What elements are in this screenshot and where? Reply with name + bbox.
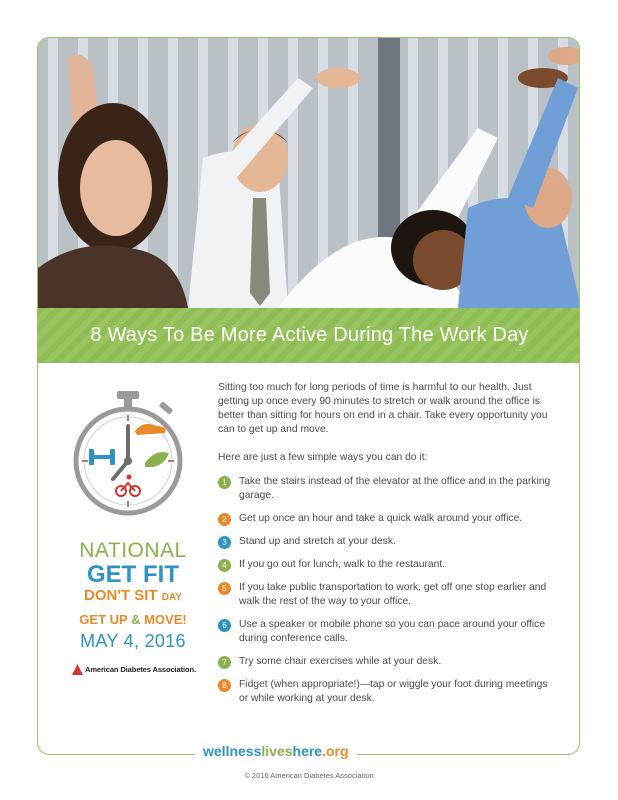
- tip-text: Try some chair exercises while at your desk.: [239, 656, 442, 667]
- site-part-org: .org: [322, 743, 349, 759]
- logo-national: NATIONAL: [79, 539, 187, 562]
- site-part-wellness: wellness: [203, 743, 262, 759]
- tip-number: 1: [218, 476, 231, 489]
- tip-item: [218, 655, 558, 669]
- tip-text: If you go out for lunch, walk to the restaurant.: [239, 559, 446, 570]
- tip-item: [218, 475, 558, 503]
- content: [218, 381, 558, 715]
- logo-move-text: MOVE!: [144, 612, 187, 627]
- tip-text: Get up once an hour and take a quick walk around your office.: [239, 513, 523, 524]
- tip-item: [218, 535, 558, 549]
- tip-item: [218, 678, 558, 706]
- tip-number: 6: [218, 619, 231, 632]
- logo-get-up-text: GET UP: [79, 612, 128, 627]
- tip-number: 3: [218, 536, 231, 549]
- logo-dont-sit: [68, 587, 198, 607]
- tip-text: Use a speaker or mobile phone so you can pace around your office during conference calls.: [239, 619, 546, 644]
- tip-number: 8: [218, 679, 231, 692]
- tip-number: 4: [218, 559, 231, 572]
- ada-triangle-icon: [72, 664, 83, 675]
- event-date: MAY 4, 2016: [80, 631, 186, 651]
- tip-text: Stand up and stretch at your desk.: [239, 536, 396, 547]
- copyright: © 2016 American Diabetes Association: [244, 771, 374, 780]
- site-part-here: here: [292, 743, 323, 759]
- tips-list: [218, 475, 558, 706]
- site-part-lives: lives: [261, 743, 293, 759]
- tip-text: If you take public transportation to work, get off one stop earlier and walk the rest of the way to your office.: [239, 582, 547, 607]
- logo-ampersand: &: [131, 612, 141, 627]
- tip-item: [218, 512, 558, 526]
- website-link[interactable]: [195, 743, 357, 759]
- tip-number: 7: [218, 656, 231, 669]
- tip-item: [218, 558, 558, 572]
- lead-sentence: Here are just a few simple ways you can do it:: [218, 452, 428, 463]
- office-stretch-photo: [38, 38, 580, 308]
- ada-name: American Diabetes Association.: [85, 665, 196, 674]
- logo-day-text: DAY: [161, 592, 182, 603]
- tip-text: Fidget (when appropriate!)—tap or wiggle your foot during meetings or while working at your desk.: [239, 679, 548, 704]
- ada-logo: [72, 664, 198, 675]
- tip-item: [218, 618, 558, 646]
- page-title: 8 Ways To Be More Active During The Work Day: [90, 324, 529, 346]
- logo-get-fit: GET FIT: [87, 561, 179, 588]
- hero-photo: [38, 38, 580, 308]
- logo-dont-sit-text: DON'T SIT: [84, 587, 158, 604]
- logo-get-up-move: [68, 612, 198, 627]
- title-banner: [38, 308, 580, 363]
- event-logo: [68, 391, 198, 675]
- intro-paragraph: Sitting too much for long periods of time is harmful to our health. Just getting up once every 90 minutes to stretch or walk around the office is better than sitting for hours on end in a chair. Take every opportunity you can to get up and move.: [218, 382, 548, 435]
- tip-item: [218, 581, 558, 609]
- poster-frame: [37, 37, 580, 755]
- stopwatch-icon: [73, 391, 183, 521]
- tip-number: 2: [218, 513, 231, 526]
- tip-number: 5: [218, 582, 231, 595]
- tip-text: Take the stairs instead of the elevator at the office and in the parking garage.: [239, 476, 551, 501]
